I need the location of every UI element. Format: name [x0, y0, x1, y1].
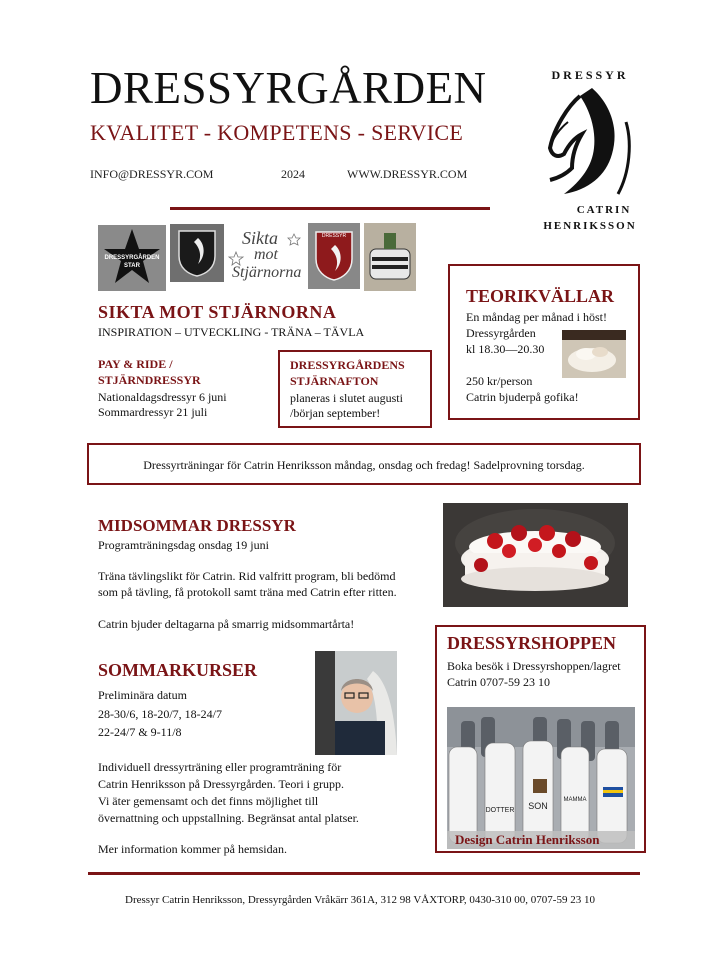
coffee-cake-image [562, 330, 626, 378]
bottle-label-mamma: MAMMA [563, 797, 587, 803]
teori-line2: Dressyrgården [466, 326, 536, 340]
midsommar-para2: Catrin bjuder deltagarna på smarrig midsommartårta! [98, 617, 355, 631]
midsommar-para1-line1: Träna tävlingslikt för Catrin. Rid valfritt program, bli bedömd [98, 569, 396, 583]
stjarnafton-line1: planeras i slutet augusti [290, 391, 403, 405]
sommar-para-line4: övernattning och uppstallning. Begränsat antal platser. [98, 811, 359, 825]
saddle-pads-icon [364, 223, 416, 291]
horse-head-icon [542, 82, 638, 204]
red-badge-text: DRESSYR [321, 233, 347, 239]
shop-line2[interactable]: Catrin 0707-59 23 10 [447, 675, 550, 689]
header-divider [170, 207, 490, 210]
stjarnafton-line2: /början september! [290, 406, 381, 420]
teori-line1: En måndag per månad i höst! [466, 310, 607, 324]
sikta-subheading: INSPIRATION – UTVECKLING - TRÄNA – TÄVLA [98, 325, 365, 339]
training-banner-text: Dressyrträningar för Catrin Henriksson måndag, onsdag och fredag! Sadelprovning torsdag. [143, 458, 585, 472]
stjarnafton-heading-2: STJÄRNAFTON [290, 374, 379, 388]
dressyr-logo [540, 68, 640, 238]
sommar-para-line1: Individuell dressyrträning eller programträning för [98, 760, 342, 774]
stjarnafton-heading-1: DRESSYRGÅRDENS [290, 358, 405, 372]
teori-line4: 250 kr/person [466, 374, 533, 388]
logo-bottom-line2: HENRIKSSON [543, 220, 637, 232]
logo-bottom-line1: CATRIN [576, 204, 632, 216]
star-badge-text2: STAR [124, 263, 140, 269]
training-banner [87, 443, 641, 485]
shop-heading: DRESSYRSHOPPEN [447, 633, 617, 653]
teori-box [448, 264, 640, 420]
shield-badge-dark-image [170, 224, 224, 282]
midsommar-para1-line2: som på tävling, få protokoll samt träna med Catrin efter ritten. [98, 585, 397, 599]
page-title: DRESSYRGÅRDEN [90, 63, 487, 113]
sikta-heading: SIKTA MOT STJÄRNORNA [98, 302, 337, 322]
stjarnafton-box [278, 350, 432, 428]
sommar-para-line3: Vi äter gemensamt och det finns möjlighet till [98, 794, 319, 808]
shield-badge-red-image [308, 223, 360, 289]
sommar-more: Mer information kommer på hemsidan. [98, 842, 287, 856]
bottle-label-son: SON [528, 801, 548, 811]
footer-divider [88, 872, 640, 875]
saddle-pads-image [364, 223, 416, 291]
strawberry-cake-image [443, 503, 628, 607]
bottles-icon [447, 707, 635, 849]
pay-ride-heading-2: STJÄRNDRESSYR [98, 373, 201, 387]
sommar-dates2: 22-24/7 & 9-11/8 [98, 725, 182, 739]
script-line2: mot [254, 246, 278, 263]
pay-ride-line2: Sommardressyr 21 juli [98, 405, 208, 419]
tagline: KVALITET - KOMPETENS - SERVICE [90, 120, 464, 145]
pay-ride-heading-1: PAY & RIDE / [98, 357, 173, 371]
sikta-script-logo [228, 226, 304, 292]
sommar-heading: SOMMARKURSER [98, 660, 258, 680]
star-badge-image [98, 225, 166, 291]
teori-line5: Catrin bjuderpå gofika! [466, 390, 579, 404]
shop-caption-bar [447, 831, 635, 849]
cake-icon [562, 330, 626, 378]
teori-heading: TEORIKVÄLLAR [466, 286, 615, 306]
email-link[interactable]: INFO@DRESSYR.COM [90, 167, 214, 181]
pay-ride-line1: Nationaldagsdressyr 6 juni [98, 390, 227, 404]
teori-line3: kl 18.30—20.30 [466, 342, 545, 356]
sommar-sub: Preliminära datum [98, 688, 187, 702]
script-line3: Stjärnorna [232, 264, 302, 281]
strawberry-cake-icon [443, 503, 628, 607]
shop-caption: Design Catrin Henriksson [455, 832, 600, 847]
bottles-image [447, 707, 635, 849]
star-badge-text1: DRESSYRGÅRDEN [104, 255, 160, 261]
midsommar-heading: MIDSOMMAR DRESSYR [98, 516, 296, 535]
script-line1: Sikta [242, 228, 278, 248]
portrait-icon [315, 651, 397, 755]
year-label: 2024 [281, 167, 305, 181]
shield-icon [176, 228, 218, 278]
midsommar-sub: Programträningsdag onsdag 19 juni [98, 538, 269, 552]
shop-line1: Boka besök i Dressyrshoppen/lagret [447, 659, 621, 673]
sommar-para-line2: Catrin Henriksson på Dressyrgården. Teori i grupp. [98, 777, 344, 791]
trainer-portrait-image [315, 651, 397, 755]
sommar-dates1: 28-30/6, 18-20/7, 18-24/7 [98, 707, 222, 721]
website-link[interactable]: WWW.DRESSYR.COM [347, 167, 468, 181]
shop-box [435, 625, 646, 853]
logo-top-text: DRESSYR [551, 68, 629, 82]
footer-text: Dressyr Catrin Henriksson, Dressyrgården Vråkärr 361A, 312 98 VÅXTORP, 0430-310 00, 0707-59 23 10 [125, 894, 595, 906]
bottle-label-dotter: DOTTER [485, 807, 515, 814]
